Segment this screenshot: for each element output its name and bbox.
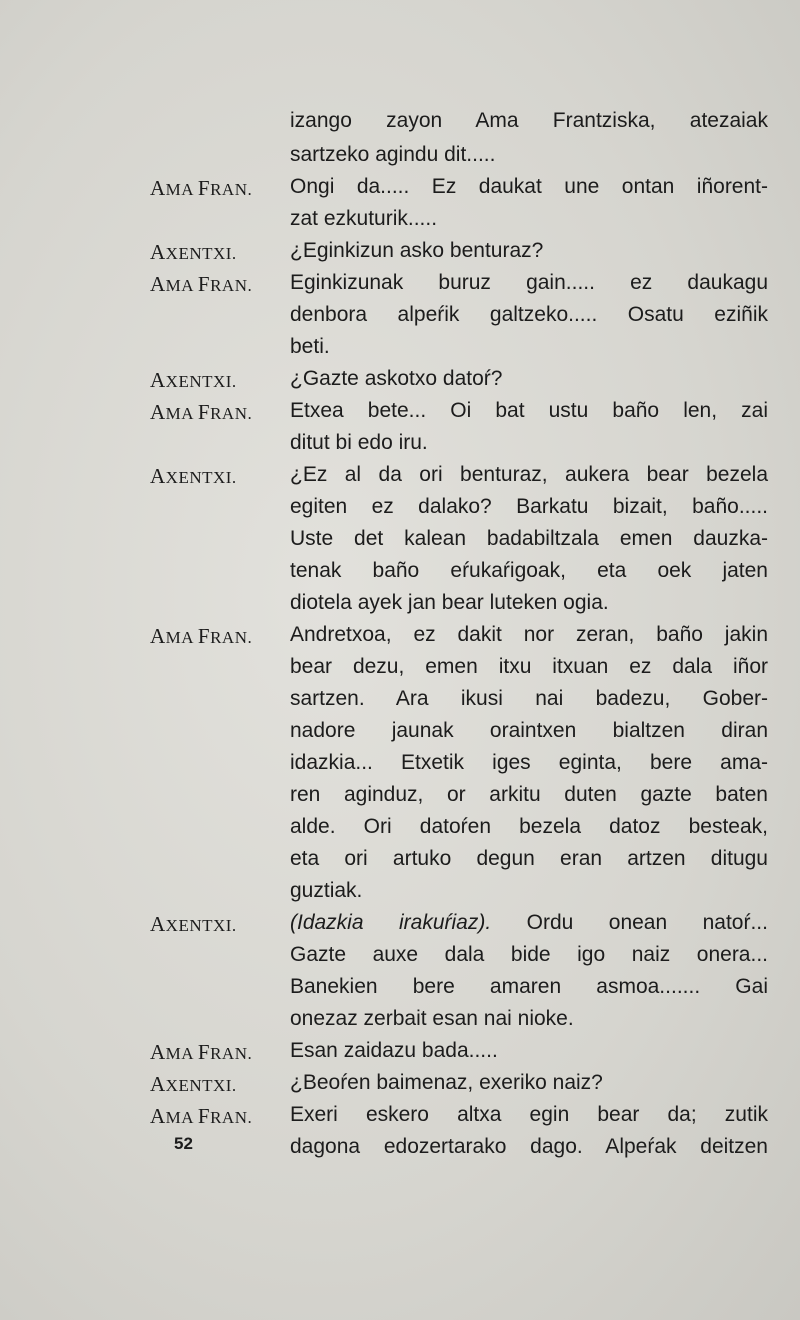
text-line: diotela ayek jan bear luteken ogia. — [290, 591, 609, 614]
text-line: Gazte auxe dala bide igo naiz onera... — [290, 943, 768, 966]
stage-direction: (Idazkia irakuŕiaz). — [290, 911, 492, 934]
text-line: ¿Eginkizun asko benturaz? — [290, 239, 544, 262]
speaker-axentxi: AXENTXI. — [150, 1072, 237, 1096]
text-line: alde. Ori datoŕen bezela datoz besteak, — [290, 815, 768, 838]
text-line: onezaz zerbait esan nai nioke. — [290, 1007, 574, 1030]
speaker-ama-fran: AMA FRAN. — [150, 272, 253, 296]
speaker-axentxi: AXENTXI. — [150, 464, 237, 488]
text-line: Ongi da..... Ez daukat une ontan iñorent- — [290, 175, 768, 198]
text-line: denbora alpeŕik galtzeko..... Osatu eziñik — [290, 303, 768, 326]
text-line: Banekien bere amaren asmoa....... Gai — [290, 975, 768, 998]
text-line: ¿Ez al da ori benturaz, aukera bear bezela — [290, 463, 768, 486]
text-span: Ordu onean natoŕ... — [526, 911, 768, 934]
text-line: ¿Gazte askotxo datoŕ? — [290, 367, 503, 390]
text-line: idazkia... Etxetik iges eginta, bere ama- — [290, 751, 768, 774]
speaker-ama-fran: AMA FRAN. — [150, 1040, 253, 1064]
text-line: ditut bi edo iru. — [290, 431, 428, 454]
text-line: egiten ez dalako? Barkatu bizait, baño..... — [290, 495, 768, 518]
speaker-axentxi: AXENTXI. — [150, 368, 237, 392]
speaker-ama-fran: AMA FRAN. — [150, 624, 253, 648]
text-line: Uste det kalean badabiltzala emen dauzka- — [290, 527, 768, 550]
speaker-ama-fran: AMA FRAN. — [150, 176, 253, 200]
text-line: Esan zaidazu bada..... — [290, 1039, 498, 1062]
text-line: guztiak. — [290, 879, 363, 902]
text-line: Eginkizunak buruz gain..... ez daukagu — [290, 271, 768, 294]
text-line: izango zayon Ama Frantziska, atezaiak — [290, 109, 768, 132]
speaker-axentxi: AXENTXI. — [150, 240, 237, 264]
text-line — [290, 906, 768, 940]
text-line: Etxea bete... Oi bat ustu baño len, zai — [290, 399, 768, 422]
speaker-axentxi: AXENTXI. — [150, 912, 237, 936]
text-line: ren aginduz, or arkitu duten gazte baten — [290, 783, 768, 806]
speaker-ama-fran: AMA FRAN. — [150, 400, 253, 424]
text-line: tenak baño eŕukaŕigoak, eta oek jaten — [290, 559, 768, 582]
text-line: sartzeko agindu dit..... — [290, 143, 496, 166]
text-line: nadore jaunak oraintxen bialtzen diran — [290, 719, 768, 742]
text-line: eta ori artuko degun eran artzen ditugu — [290, 847, 768, 870]
page-number: 52 — [174, 1134, 193, 1153]
text-line: beti. — [290, 335, 330, 358]
text-line: Andretxoa, ez dakit nor zeran, baño jakin — [290, 623, 768, 646]
text-line: sartzen. Ara ikusi nai badezu, Gober- — [290, 687, 768, 710]
text-line: Exeri eskero altxa egin bear da; zutik — [290, 1103, 768, 1126]
text-line: dagona edozertarako dago. Alpeŕak deitzen — [290, 1135, 768, 1158]
speaker-ama-fran: AMA FRAN. — [150, 1104, 253, 1128]
text-line: ¿Beoŕen baimenaz, exeriko naiz? — [290, 1071, 603, 1094]
text-line: zat ezkuturik..... — [290, 207, 438, 230]
text-line: bear dezu, emen itxu itxuan ez dala iñor — [290, 655, 768, 678]
